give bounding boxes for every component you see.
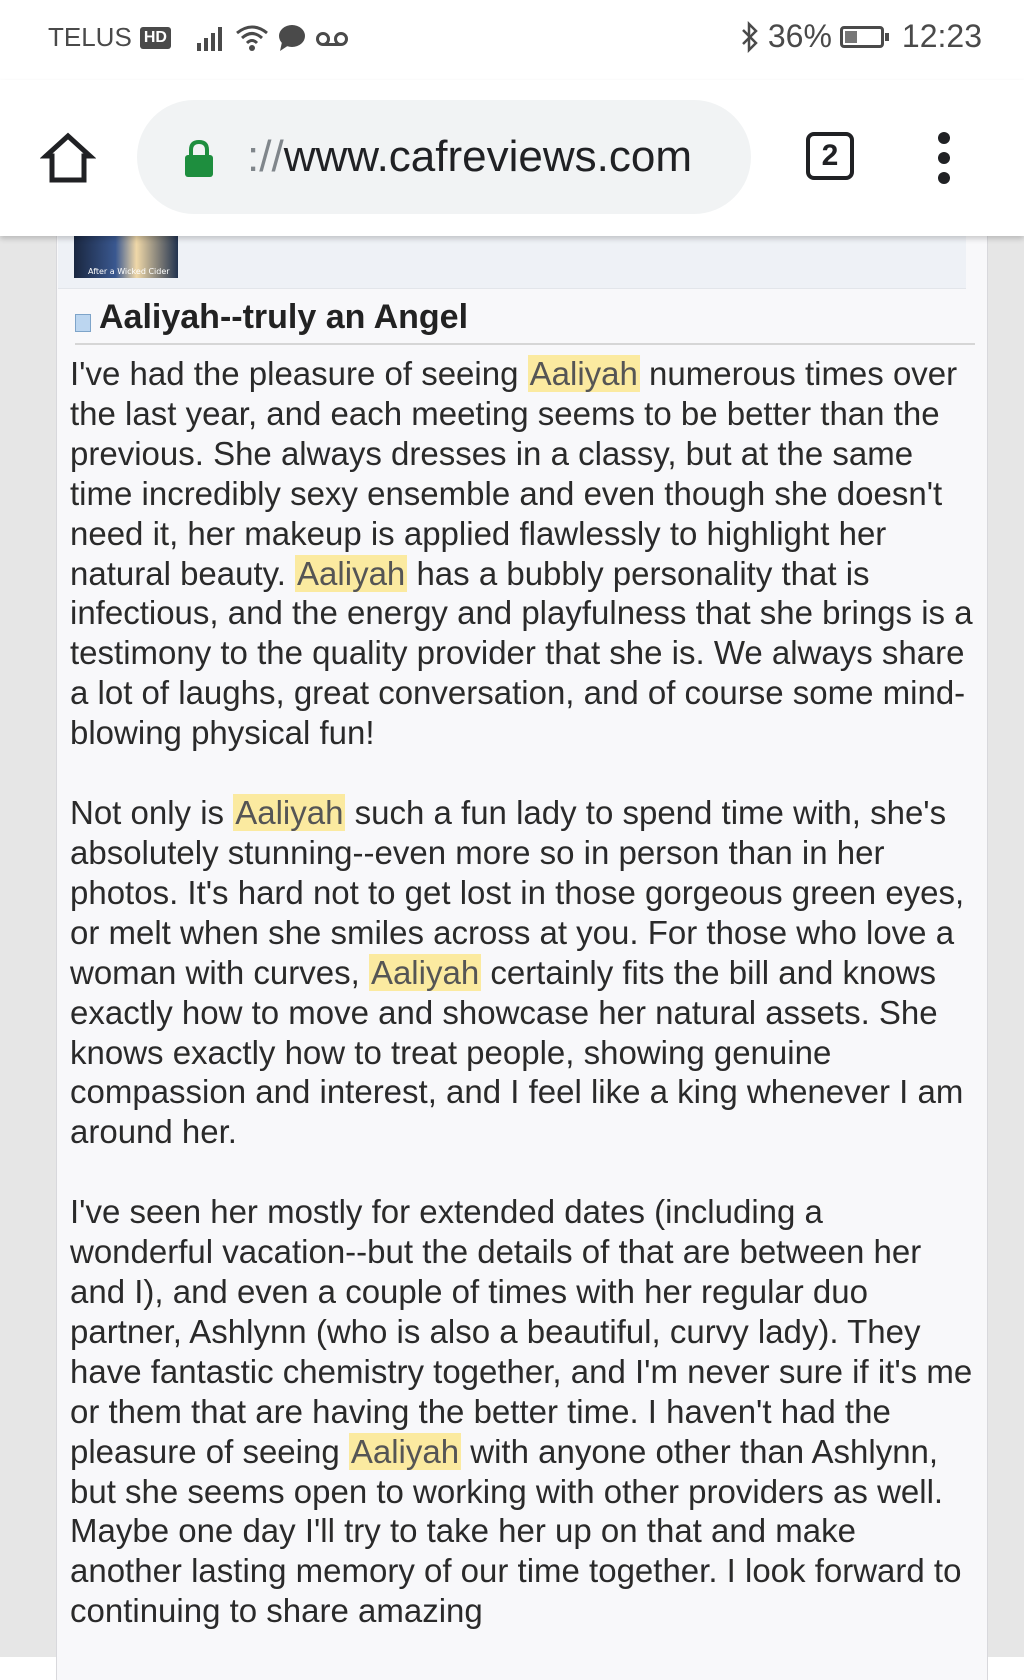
document-icon (75, 314, 91, 332)
bluetooth-icon (740, 21, 760, 53)
highlighted-name: Aaliyah (370, 953, 480, 991)
battery-icon (840, 26, 884, 48)
thumbnail-strip (58, 236, 966, 289)
browser-toolbar (0, 80, 1024, 236)
battery-fill (845, 31, 857, 43)
menu-dot (938, 152, 950, 164)
carrier-name: TELUS (48, 22, 132, 52)
review-text: certainly fits the bill and knows exactly how to move and showcase her natural assets. She knows exactly how to treat people, showing genuine compassion and interest, and I feel like a king whenever I am around her. (70, 953, 964, 1151)
highlighted-name: Aaliyah (297, 554, 406, 592)
review-text: with anyone other than Ashlynn, but she seems open to working with other providers as well. Maybe one day I'll try to take her up on that and make another lasting memory of our time together. I look forward to continuing to share amazing (70, 1432, 962, 1630)
review-body (70, 354, 975, 1671)
status-left (48, 22, 349, 53)
reviewer-thumbnail[interactable] (74, 236, 178, 278)
review-text: Not only is (70, 794, 234, 832)
status-bar (0, 0, 1024, 80)
url-host: www.cafreviews.com (283, 132, 692, 181)
home-icon[interactable] (40, 130, 96, 186)
review-text: such a fun lady to spend time with, she's absolutely stunning--even more so in person than in her photos. It's hard not to get lost in those gorgeous green eyes, or melt when she smiles across at you. For those who love a woman with curves, (70, 794, 965, 991)
review-panel (56, 220, 988, 1680)
menu-dot (938, 132, 950, 144)
highlighted-name: Aaliyah (350, 1432, 460, 1470)
lock-icon[interactable] (183, 138, 215, 178)
highlighted-name: Aaliyah (235, 794, 344, 832)
address-bar[interactable] (137, 100, 751, 214)
review-title-row (75, 298, 975, 345)
menu-dot (938, 172, 950, 184)
status-icons (195, 24, 349, 52)
status-right (740, 18, 982, 55)
review-text: numerous times over the last year, and each meeting seems to be better than the previous. She always dresses in a classy, but at the same time incredibly sexy ensemble and even though she doesn't need it, her makeup is applied flawlessly to highlight her natural beauty. (70, 355, 958, 592)
battery-percent: 36% (767, 18, 832, 54)
clock: 12:23 (901, 18, 982, 54)
review-paragraph (70, 354, 975, 753)
url-scheme: :// (247, 132, 284, 181)
review-text: has a bubbly personality that is infectious, and the energy and playfulness that she brings is a testimony to the quality provider that she is. We always share a lot of laughs, great conversation, and of course some mind-blowing physical fun! (70, 554, 973, 752)
hd-badge: HD (140, 27, 171, 49)
review-paragraph (70, 793, 975, 1152)
review-text: I've had the pleasure of seeing (70, 355, 528, 392)
voicemail-icon (315, 28, 349, 48)
review-title: Aaliyah--truly an Angel (99, 298, 469, 336)
tab-count: 2 (821, 139, 839, 172)
highlighted-name: Aaliyah (529, 355, 638, 392)
signal-icon (195, 25, 227, 51)
tabs-icon[interactable] (806, 132, 854, 180)
review-paragraph (70, 1192, 975, 1631)
overflow-menu-icon[interactable] (930, 132, 958, 184)
wifi-icon (235, 24, 269, 52)
thumbnail-caption: After a Wicked Cider (88, 267, 170, 276)
url-text[interactable] (247, 132, 692, 182)
chat-bubble-icon (277, 24, 307, 52)
review-text: I've seen her mostly for extended dates (including a wonderful vacation--but the details of that are between her and I), and even a couple of times with her regular duo partner, Ashlynn (who is also a beautiful, curvy lady). They have fantastic chemistry together, and I'm never sure if it's me or them that are having the better time. I haven't had the pleasure of seeing (70, 1193, 973, 1470)
